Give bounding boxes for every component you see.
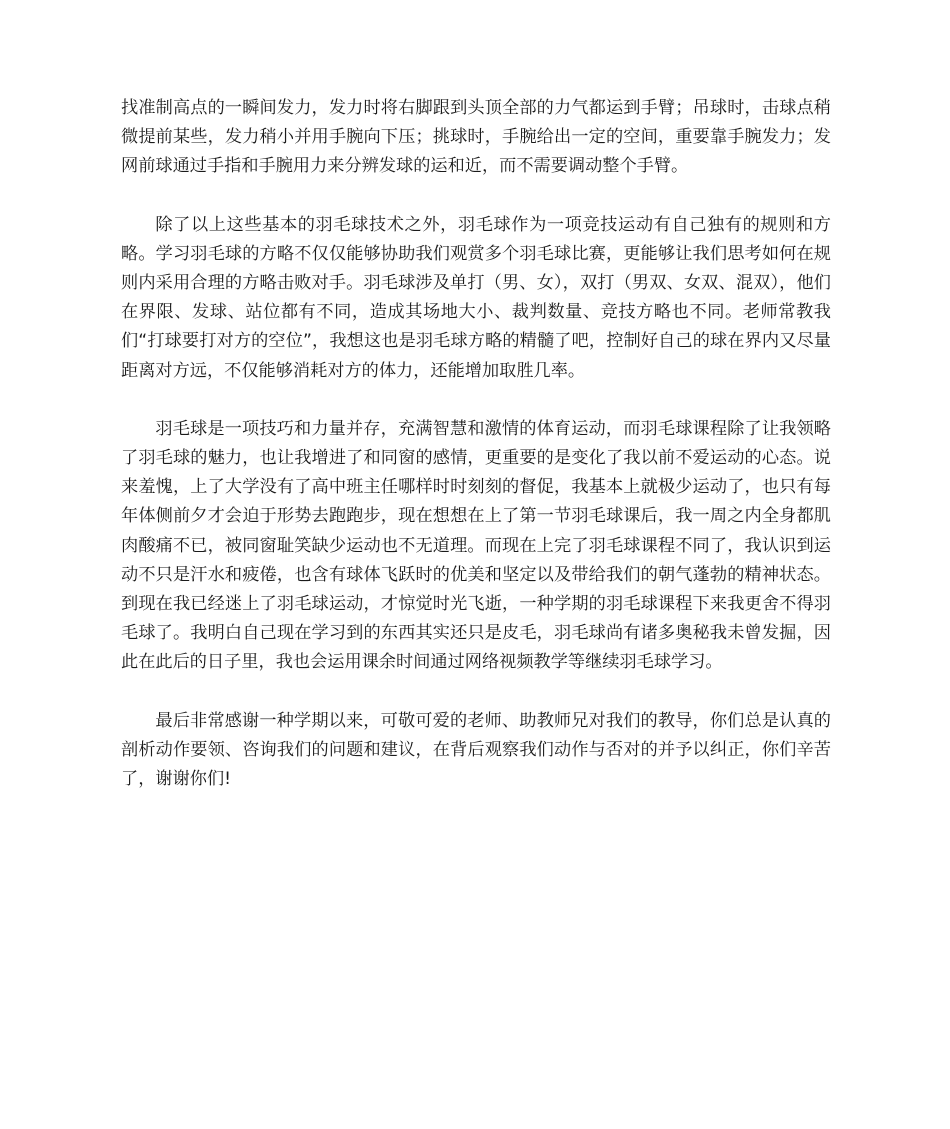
paragraph-personal-reflection: 羽毛球是一项技巧和力量并存，充满智慧和激情的体育运动，而羽毛球课程除了让我领略了羽毛球的魅力，也让我增进了和同窗的感情，更重要的是变化了我以前不爱运动的心态。说来羞愧，上了大学没有了高中班主任哪样时时刻刻的督促，我基本上就极少运动了，也只有每年体侧前夕才会迫于形势去跑跑步，现在想想在上了第一节羽毛球课后，我一周之内全身都肌肉酸痛不已，被同窗耻笑缺少运动也不无道理。而现在上完了羽毛球课程不同了，我认识到运动不只是汗水和疲倦，也含有球体飞跃时的优美和坚定以及带给我们的朝气蓬勃的精神状态。到现在我已经迷上了羽毛球运动，才惊觉时光飞逝，一种学期的羽毛球课程下来我更舍不得羽毛球了。我明白自己现在学习到的东西其实还只是皮毛，羽毛球尚有诸多奥秘我未曾发掘，因此在此后的日子里，我也会运用课余时间通过网络视频教学等继续羽毛球学习。 (121, 418, 831, 673)
paragraph-badminton-technique: 找准制高点的一瞬间发力，发力时将右脚跟到头顶全部的力气都运到手臂；吊球时，击球点稍微提前某些，发力稍小并用手腕向下压；挑球时，手腕给出一定的空间，重要靠手腕发力；发网前球通过手指和手腕用力来分辨发球的运和近，而不需要调动整个手臂。 (121, 98, 831, 177)
paragraph-acknowledgement: 最后非常感谢一种学期以来，可敬可爱的老师、助教师兄对我们的教导，你们总是认真的剖析动作要领、咨询我们的问题和建议，在背后观察我们动作与否对的并予以纠正，你们辛苦了，谢谢你们! (121, 710, 831, 790)
document-body (121, 94, 831, 823)
paragraph-rules-and-strategy: 除了以上这些基本的羽毛球技术之外，羽毛球作为一项竞技运动有自己独有的规则和方略。学习羽毛球的方略不仅仅能够协助我们观赏多个羽毛球比赛，更能够让我们思考如何在规则内采用合理的方略击败对手。羽毛球涉及单打（男、女），双打（男双、女双、混双），他们在界限、发球、站位都有不同，造成其场地大小、裁判数量、竞技方略也不同。老师常教我们“打球要打对方的空位”，我想这也是羽毛球方略的精髓了吧，控制好自己的球在界内又尽量距离对方远，不仅能够消耗对方的体力，还能增加取胜几率。 (121, 214, 831, 381)
